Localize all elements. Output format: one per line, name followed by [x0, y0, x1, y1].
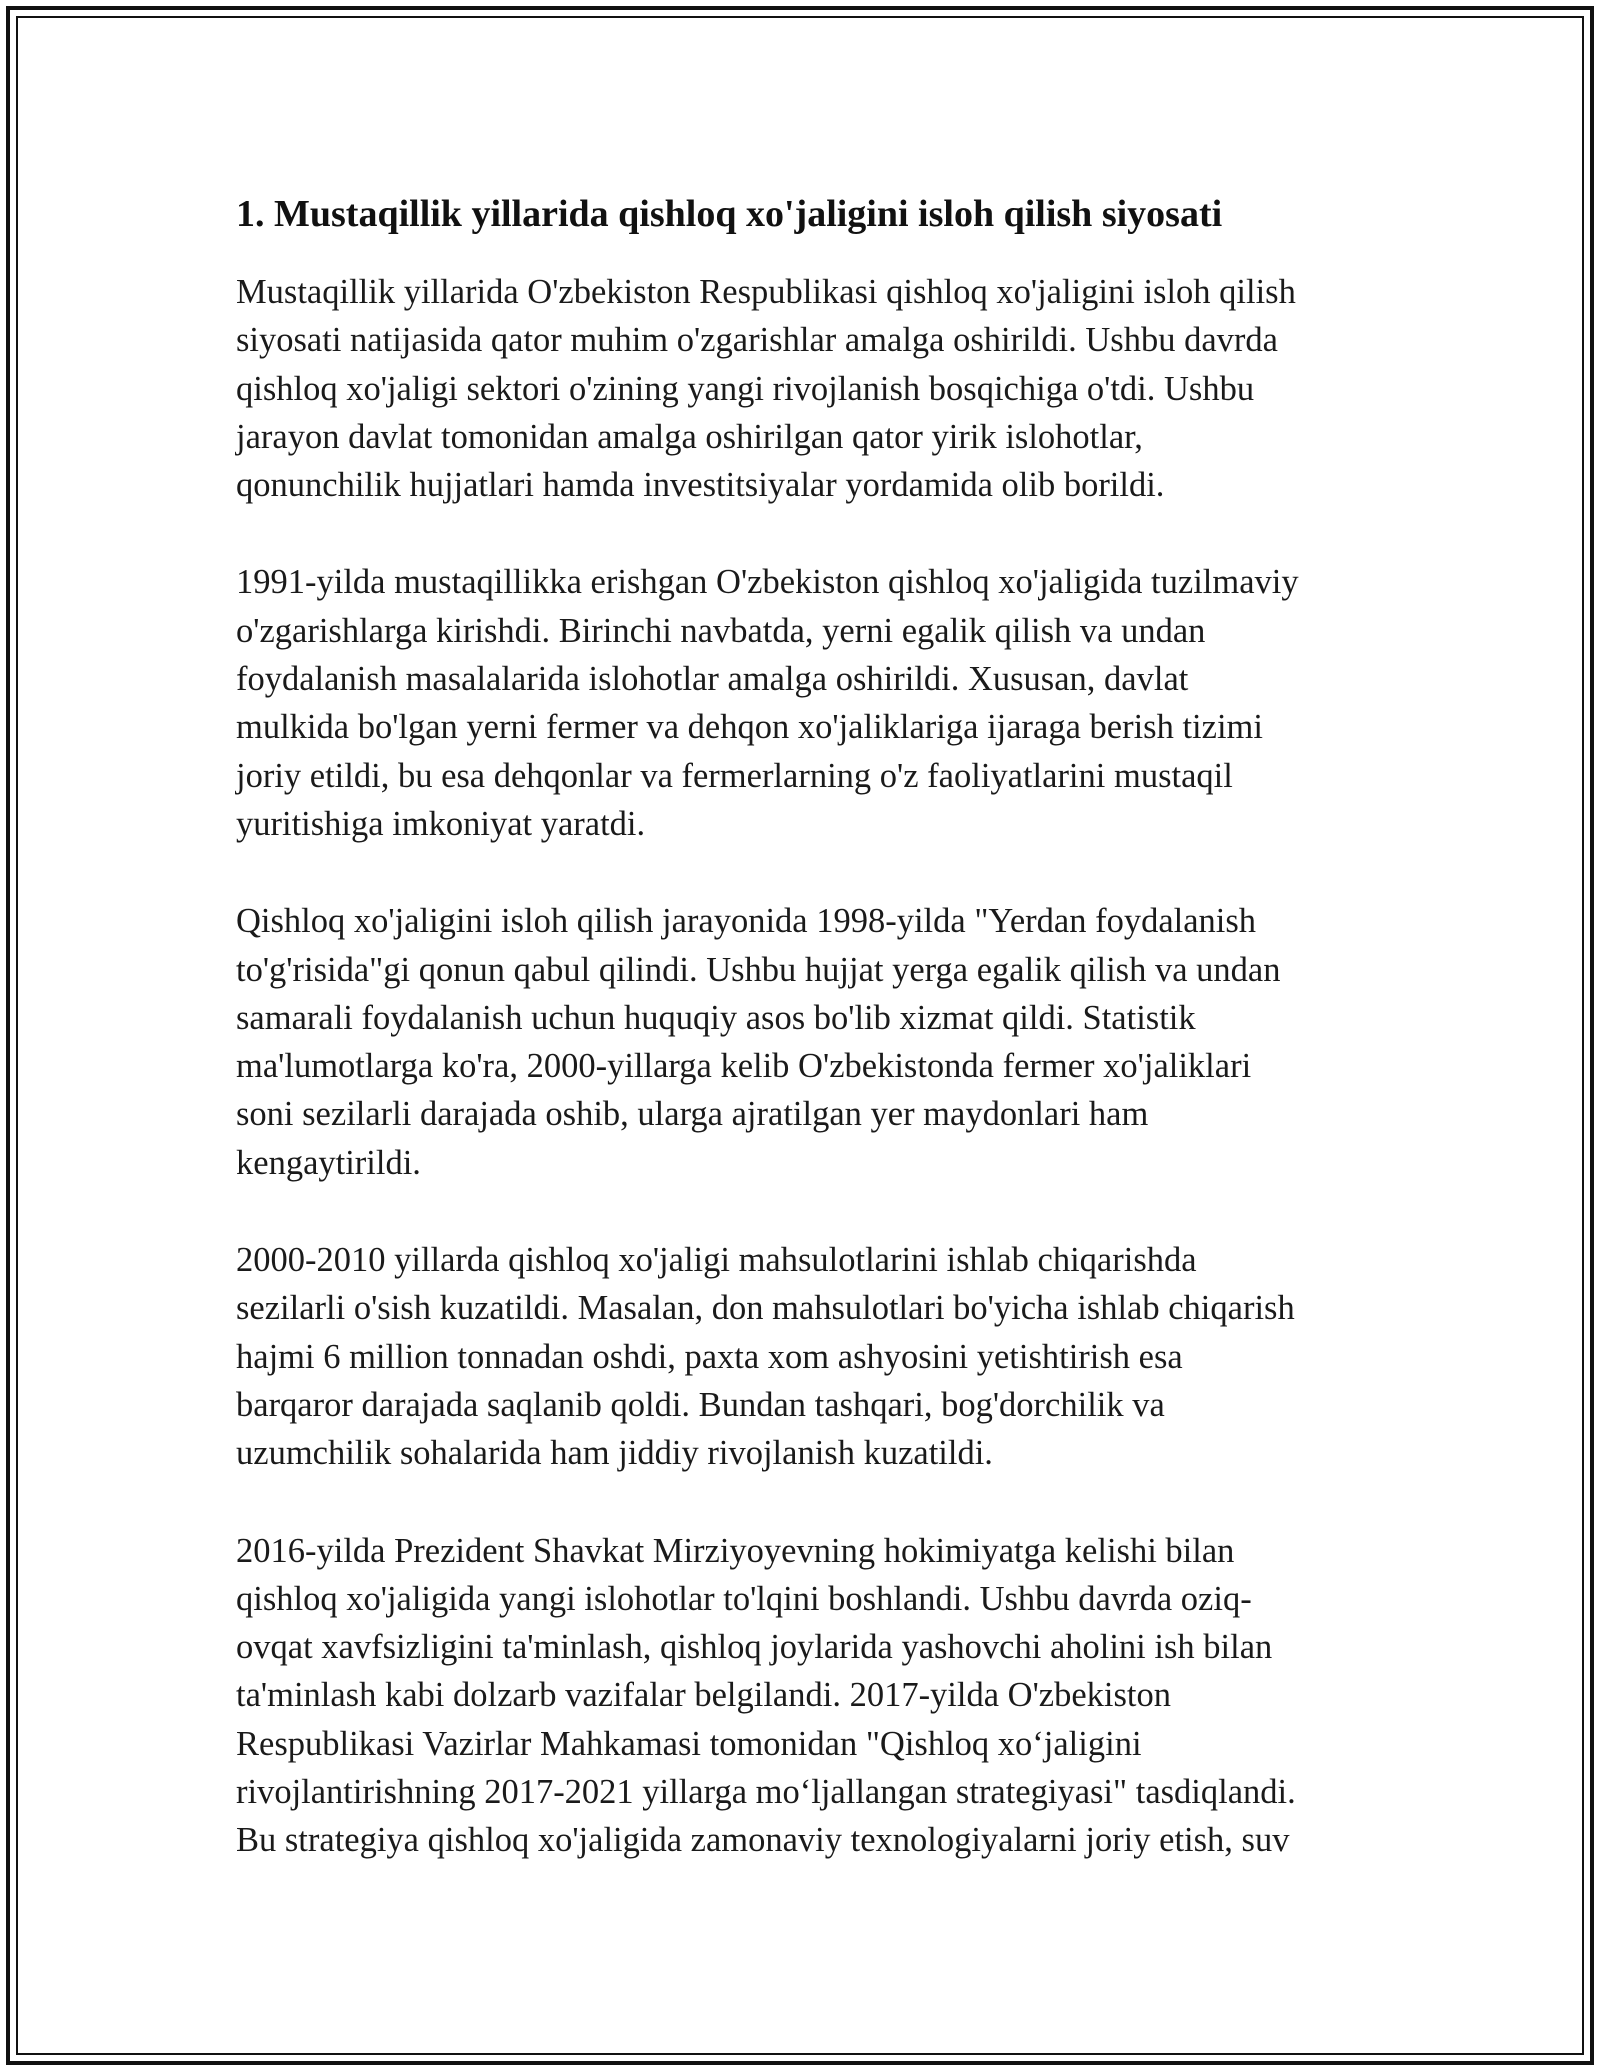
paragraph-line: ma'lumotlarga ko'ra, 2000-yillarga kelib O'zbekistonda fermer xo'jaliklari [236, 1047, 1252, 1086]
paragraph [236, 1236, 1376, 1477]
paragraph-line: Mustaqillik yillarida O'zbekiston Respublikasi qishloq xo'jaligini isloh qilish [236, 273, 1296, 311]
paragraph-line: rivojlantirishning 2017-2021 yillarga mo‘ljallangan strategiyasi" tasdiqlandi. [236, 1773, 1296, 1812]
paragraph-line: joriy etildi, bu esa dehqonlar va fermerlarning o'z faoliyatlarini mustaqil [236, 756, 1233, 795]
paragraph-line: yuritishiga imkoniyat yaratdi. [236, 804, 646, 843]
paragraph-line: hajmi 6 million tonnadan oshdi, paxta xom ashyosini yetishtirish esa [236, 1337, 1183, 1376]
section-heading: 1. Mustaqillik yillarida qishloq xo'jaligini isloh qilish siyosati [236, 193, 1223, 235]
paragraph-line: 1991-yilda mustaqillikka erishgan O'zbekiston qishloq xo'jaligida tuzilmaviy [236, 563, 1299, 602]
paragraph [236, 1527, 1376, 1865]
paragraph-line: barqaror darajada saqlanib qoldi. Bundan tashqari, bog'dorchilik va [236, 1385, 1165, 1424]
paragraph-line: Bu strategiya qishloq xo'jaligida zamonaviy texnologiyalarni joriy etish, suv [236, 1821, 1290, 1860]
paragraph-line: jarayon davlat tomonidan amalga oshirilgan qator yirik islohotlar, [236, 417, 1143, 456]
paragraph-line: ta'minlash kabi dolzarb vazifalar belgilandi. 2017-yilda O'zbekiston [236, 1676, 1172, 1715]
paragraph-list [236, 268, 1376, 1865]
paragraph [236, 897, 1376, 1187]
paragraph-line: qishloq xo'jaligida yangi islohotlar to'lqini boshlandi. Ushbu davrda oziq- [236, 1579, 1252, 1618]
document-body [236, 188, 1376, 1914]
paragraph [236, 268, 1376, 509]
paragraph-line: 2016-yilda Prezident Shavkat Mirziyoyevning hokimiyatga kelishi bilan [236, 1531, 1235, 1570]
paragraph [236, 558, 1376, 848]
paragraph-line: Qishloq xo'jaligini isloh qilish jarayonida 1998-yilda "Yerdan foydalanish [236, 902, 1257, 941]
paragraph-line: qishloq xo'jaligi sektori o'zining yangi rivojlanish bosqichiga o'tdi. Ushbu [236, 369, 1255, 408]
paragraph-line: siyosati natijasida qator muhim o'zgarishlar amalga oshirildi. Ushbu davrda [236, 321, 1278, 360]
paragraph-line: Respublikasi Vazirlar Mahkamasi tomonidan "Qishloq xo‘jaligini [236, 1724, 1142, 1763]
paragraph-line: to'g'risida"gi qonun qabul qilindi. Ushbu hujjat yerga egalik qilish va undan [236, 950, 1281, 989]
paragraph-line: 2000-2010 yillarda qishloq xo'jaligi mahsulotlarini ishlab chiqarishda [236, 1241, 1197, 1280]
paragraph-line: samarali foydalanish uchun huquqiy asos bo'lib xizmat qildi. Statistik [236, 998, 1196, 1037]
paragraph-line: o'zgarishlarga kirishdi. Birinchi navbatda, yerni egalik qilish va undan [236, 611, 1206, 650]
paragraph-line: mulkida bo'lgan yerni fermer va dehqon xo'jaliklariga ijaraga berish tizimi [236, 708, 1263, 747]
paragraph-line: soni sezilarli darajada oshib, ularga ajratilgan yer maydonlari ham [236, 1095, 1149, 1134]
paragraph-line: kengaytirildi. [236, 1143, 421, 1182]
paragraph-line: ovqat xavfsizligini ta'minlash, qishloq joylarida yashovchi aholini ish bilan [236, 1628, 1273, 1667]
paragraph-line: uzumchilik sohalarida ham jiddiy rivojlanish kuzatildi. [236, 1434, 993, 1473]
paragraph-line: sezilarli o'sish kuzatildi. Masalan, don mahsulotlari bo'yicha ishlab chiqarish [236, 1289, 1295, 1328]
paragraph-line: qonunchilik hujjatlari hamda investitsiyalar yordamida olib borildi. [236, 466, 1165, 505]
paragraph-line: foydalanish masalalarida islohotlar amalga oshirildi. Xususan, davlat [236, 660, 1189, 699]
